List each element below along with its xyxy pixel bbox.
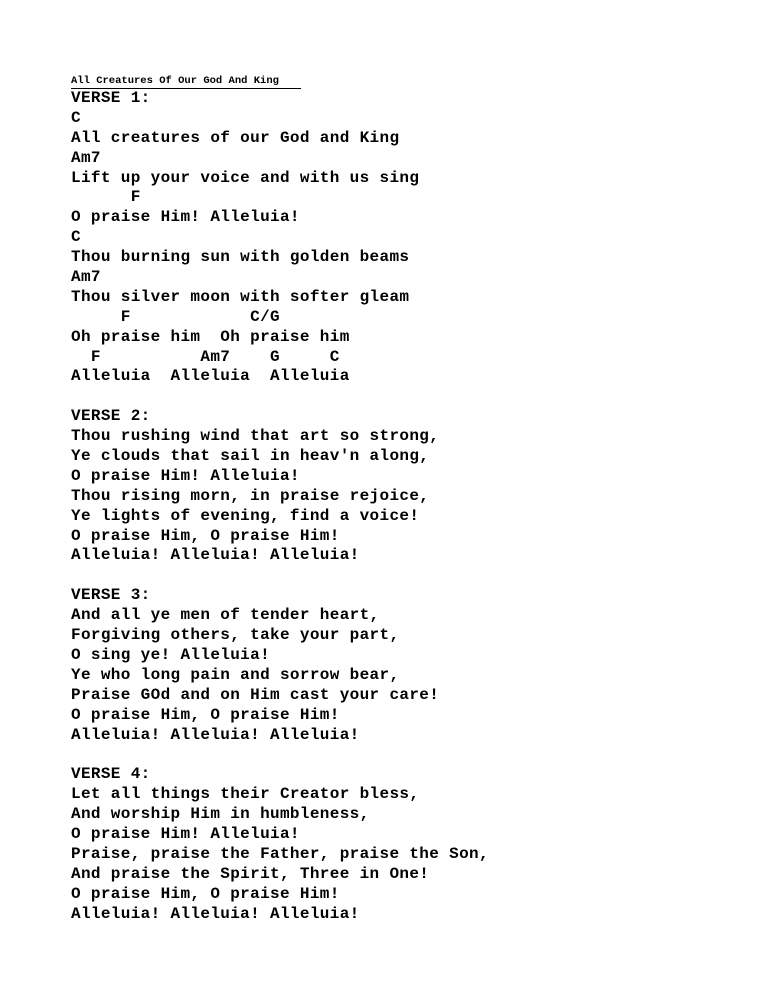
lyric-line: Ye lights of evening, find a voice! <box>71 506 420 525</box>
lyric-line: Oh praise him Oh praise him <box>71 327 350 346</box>
lyric-line: Praise, praise the Father, praise the Son, <box>71 844 489 863</box>
lyric-line: Thou rising morn, in praise rejoice, <box>71 486 430 505</box>
blank-line <box>71 387 751 407</box>
lyric-line: O praise Him! Alleluia! <box>71 208 300 227</box>
lyric-line: Ye who long pain and sorrow bear, <box>71 665 400 684</box>
lyric-line: Thou burning sun with golden beams <box>71 248 410 267</box>
lyric-line: Alleluia! Alleluia! Alleluia! <box>71 546 360 565</box>
lyric-line: O praise Him, O praise Him! <box>71 884 340 903</box>
chord-line: C <box>71 228 81 247</box>
lyric-line: And worship Him in humbleness, <box>71 805 370 824</box>
lyric-line: Alleluia! Alleluia! Alleluia! <box>71 904 360 923</box>
chord-line: C <box>71 108 81 127</box>
lyric-line: Forgiving others, take your part, <box>71 626 400 645</box>
song-title: All Creatures Of Our God And King <box>71 74 301 89</box>
blank-line <box>71 745 751 765</box>
chord-line: F C/G <box>71 307 280 326</box>
lyric-line: And all ye men of tender heart, <box>71 606 380 625</box>
verse-heading: VERSE 3: <box>71 586 151 605</box>
lyric-line: Alleluia! Alleluia! Alleluia! <box>71 725 360 744</box>
lyric-line: Thou silver moon with softer gleam <box>71 287 410 306</box>
lyric-line: O praise Him, O praise Him! <box>71 526 340 545</box>
lyric-line: Ye clouds that sail in heav'n along, <box>71 447 430 466</box>
lyric-line: Let all things their Creator bless, <box>71 785 420 804</box>
lyric-line: Thou rushing wind that art so strong, <box>71 427 440 446</box>
lyric-line: And praise the Spirit, Three in One! <box>71 864 430 883</box>
lyric-line: O sing ye! Alleluia! <box>71 645 271 664</box>
verse-heading: VERSE 2: <box>71 407 151 426</box>
lyric-line: Alleluia Alleluia Alleluia <box>71 367 350 386</box>
blank-line <box>71 566 751 586</box>
lyric-line: All creatures of our God and King <box>71 128 400 147</box>
lyric-line: O praise Him, O praise Him! <box>71 705 340 724</box>
lyric-line: O praise Him! Alleluia! <box>71 466 300 485</box>
chord-line: F Am7 G C <box>71 347 340 366</box>
song-body <box>71 89 751 924</box>
lyric-line: O praise Him! Alleluia! <box>71 824 300 843</box>
lyric-line: Lift up your voice and with us sing <box>71 168 420 187</box>
chord-line: Am7 <box>71 148 101 167</box>
verse-heading: VERSE 4: <box>71 765 151 784</box>
lyric-line: Praise GOd and on Him cast your care! <box>71 685 440 704</box>
verse-heading: VERSE 1: <box>71 89 151 107</box>
song-sheet <box>71 70 751 924</box>
chord-line: Am7 <box>71 268 101 287</box>
chord-line: F <box>71 188 141 207</box>
